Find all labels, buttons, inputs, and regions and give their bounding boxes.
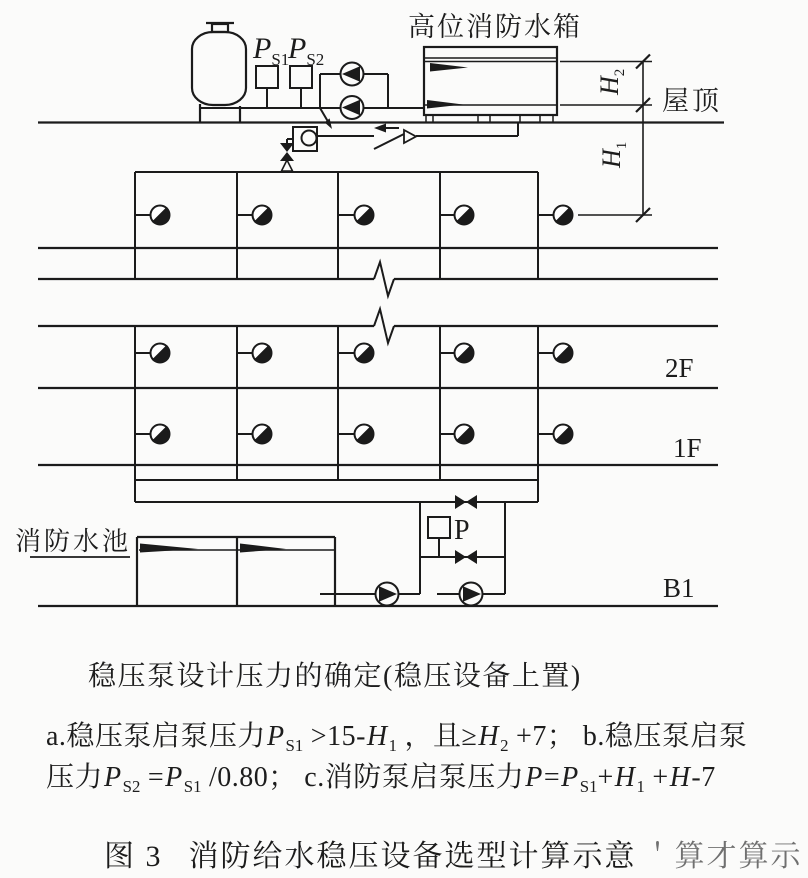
- fire-pump-2: [460, 583, 483, 606]
- water-level-mark-lower: [427, 100, 463, 109]
- break-symbol-upper: [374, 262, 394, 296]
- tank-nozzle: [212, 24, 228, 32]
- ps1-label: $P_{S1}$: [253, 32, 290, 69]
- pool-water-mark-1: [140, 544, 198, 553]
- pressure-switch-ps2: [290, 66, 312, 88]
- pressure-switch-ps1: [256, 66, 278, 88]
- high-level-water-tank: [424, 47, 557, 122]
- pressure-gauge-label: P: [454, 515, 470, 546]
- sprinkler-heads: [135, 206, 573, 444]
- figure-number: 图 3: [104, 840, 163, 873]
- h1-dimension-label: $H_1$: [597, 141, 630, 168]
- pressure-sensor-box: [428, 517, 450, 538]
- sensing-line-valve: [455, 550, 477, 564]
- check-valve: [404, 130, 416, 143]
- stabilization-pump-2: [341, 96, 364, 119]
- roof-feed-piping: [280, 108, 518, 172]
- tank-title-label: 高位消防水箱: [408, 12, 582, 42]
- formula-line-1: a.稳压泵启泵压力$P_{S1} >15-H_1$ ，且$\ge H_2 +7$； b.稳压泵启泵: [46, 721, 748, 755]
- formula-line-2: 压力$P_{S2} =P_{S1}$ /0.80； c.消防泵启泵压力$P=P_{S1}+H_1 +H-7$: [46, 762, 716, 796]
- riser-pipes: [135, 172, 538, 502]
- floor-b1-label: B1: [663, 573, 695, 603]
- stabilization-pump-1: [341, 63, 364, 86]
- figure-title: 消防给水稳压设备选型计算示意: [188, 840, 637, 873]
- fire-pump-1: [376, 583, 399, 606]
- floor-1f-label: 1F: [673, 433, 702, 463]
- flow-arrow-left: [374, 124, 386, 133]
- collector-valve: [455, 495, 477, 509]
- pool-label: 消防水池: [15, 527, 132, 556]
- pressure-switches: [256, 66, 312, 108]
- fire-pump-branch: [320, 502, 505, 594]
- h2-dimension-label: $H_2$: [595, 68, 628, 95]
- floor-2f-label: 2F: [665, 353, 694, 383]
- ps2-label: $P_{S2}$: [288, 32, 325, 69]
- water-level-mark-upper: [430, 63, 468, 72]
- flow-arrow-up: [282, 160, 293, 171]
- figure-caption-ghost-text: ＇算才算示: [642, 840, 803, 873]
- figure-caption: [104, 831, 803, 875]
- check-valve-flap: [374, 134, 404, 149]
- roof-label: 屋顶: [662, 86, 722, 116]
- building-floor-lines: [38, 123, 724, 607]
- break-symbol-lower: [374, 309, 394, 343]
- pool-water-mark-2: [240, 544, 286, 553]
- section-heading: 稳压泵设计压力的确定(稳压设备上置): [88, 661, 582, 692]
